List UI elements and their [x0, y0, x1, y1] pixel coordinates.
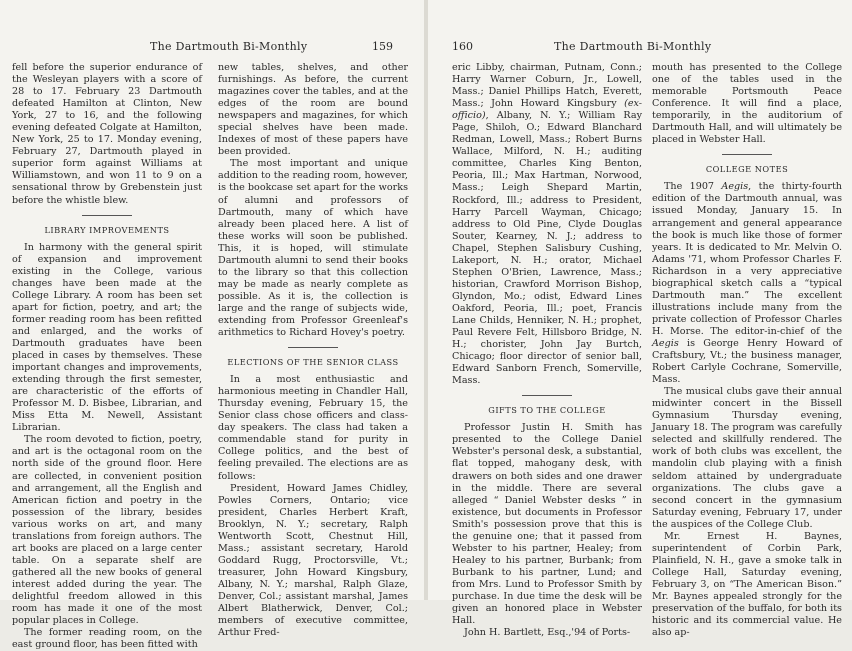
- paragraph: Mr. Ernest H. Baynes, superintendent of Corbin Park, Plainfield, N. H., gave a smoke talk in College Hall, Saturday evening, February 3, on “The American Bison.” Mr. Baynes appealed strongly for the preservation of the buffalo, for both its historic and its commercial value. He also ap-: [652, 530, 842, 639]
- text-run-italic: Aegis: [652, 337, 679, 349]
- right-page: [428, 0, 852, 639]
- paragraph: [452, 62, 642, 387]
- paragraph: mouth has presented to the College one of the tables used in the memorable Portsmouth Peace Conference. It will find a place, temporarily, in the auditorium of Dartmouth Hall, and will ultimately be placed in Webster Hall.: [652, 62, 842, 146]
- running-head: The Dartmouth Bi-Monthly: [554, 40, 712, 53]
- text-run: The 1907: [664, 181, 715, 193]
- paragraph: The musical clubs gave their annual midwinter concert in the Bissell Gymnasium Thursday evening, January 18. The program was carefully selected and skillfully rendered. The work of both clubs was excellent, the mandolin club playing with a finish seldom attained by undergraduate organizations. The clubs gave a second concert in the gymnasium Saturday evening, February 17, under the auspices of the College Club.: [652, 386, 842, 530]
- left-column-2: [218, 62, 408, 639]
- section-heading: LIBRARY IMPROVEMENTS: [44, 224, 170, 235]
- text-run: , Albany, N. Y.; William Ray Page, Shiloh, O.; Edward Blanchard Redman, Lowell, Mass.; Robert Burns Wallace, Milford, N. H.; auditing committee, Charles King Benton, Peoria, Ill.; Max Hartman, Norwood, Mass.; Leigh Shepard Martin, Rockford, Ill.; address to President, Harry Parcell Wayman, Chicago; address to Old Pine, Clyde Douglas Souter, Kearney, N. J.; address to Chapel, Stephen Salisbury Cushing, Lakeport, N. H.; orator, Michael Stephen O'Brien, Lawrence, Mass.; historian, Crawford Morrison Bishop, Glyndon, Mo.; odist, Edward Lines Oakford, Peoria, Ill.; poet, Francis Lane Childs, Henniker, N. H.; prophet, Paul Revere Felt, Hillsboro Bridge, N. H.; chorister, John Jay Burtch, Chicago; floor director of senior ball, Edward Sanborn French, Somerville, Mass.: [452, 110, 642, 387]
- text-run: eric Libby, chairman, Putnam, Conn.; Harry Warner Coburn, Jr., Lowell, Mass.; Daniel Phillips Hatch, Everett, Mass.; John Howard Kingsbury: [452, 62, 642, 110]
- text-run: is George Henry Howard of Craftsbury, Vt.; the business manager, Robert Carlyle Cochrane, Somerville, Mass.: [652, 337, 842, 386]
- paragraph: new tables, shelves, and other furnishings. As before, the current magazines cover the tables, and at the edges of the room are bound newspapers and magazines, for which special shelves have been made. Indexes of most of these papers have been provided.: [218, 62, 408, 158]
- right-column-2: [652, 62, 842, 639]
- section-rule: [288, 347, 338, 348]
- section-heading: COLLEGE NOTES: [705, 164, 789, 175]
- page-number: 160: [452, 40, 473, 53]
- section-heading: ELECTIONS OF THE SENIOR CLASS: [227, 357, 399, 368]
- paragraph: In harmony with the general spirit of expansion and improvement existing in the College, various changes have been made at the College Library. A room has been set apart for fiction, poetry, and art; the former reading room has been refitted and enlarged, and the works of Dartmouth graduates have been placed in cases by themselves. These important changes and improvements, extending through the first semester, are characteristic of the efforts of Professor M. D. Bisbee, Librarian, and Miss Etta M. Newell, Assistant Librarian.: [12, 241, 202, 434]
- paragraph: John H. Bartlett, Esq.,'94 of Ports-: [464, 627, 631, 639]
- paragraph: fell before the superior endurance of the Wesleyan players with a score of 28 to 17. February 23 Dartmouth defeated Hamilton at Clinton, New York, 27 to 16, and the following evening defeated Colgate at Hamilton, New York, 25 to 17. Monday evening, February 27, Dartmouth played in superior form against Williams at Williamstown, and won 11 to 9 on a sensational throw by Grebenstein just before the whistle blew.: [12, 62, 202, 206]
- text-run: , the thirty-fourth edition of the Dartmouth annual, was issued Monday, January 15. In arrangement and general appearance the book is much like those of former years. It is dedicated to Mr. Melvin O. Adams '71, whom Professor Charles F. Richardson in a very appreciative biographical sketch calls a “typical Dartmouth man.” The excellent illustrations include many from the private collection of Professor Charles H. Morse. The editor-in-chief of the: [652, 181, 842, 337]
- text-run-italic: (ex-officio): [452, 98, 642, 122]
- paragraph: President, Howard James Chidley, Powles Corners, Ontario; vice president, Charles Herbert Kraft, Brooklyn, N. Y.; secretary, Ralph Wentworth Scott, Chestnut Hill, Mass.; assistant secretary, Harold Goddard Rugg, Proctorsville, Vt.; treasurer, John Howard Kingsbury, Albany, N. Y.; marshal, Ralph Glaze, Denver, Col.; assistant marshal, James Albert Blatherwick, Denver, Col.; members of executive committee, Arthur Fred-: [218, 482, 408, 639]
- paragraph: The room devoted to fiction, poetry, and art is the octagonal room on the north side of the ground floor. Here are collected, in convenient position and arrangement, all the English and American fiction and poetry in the possession of the library, besides various works on art, and many translations from foreign authors. The art books are placed on a large center table. On a separate shelf are gathered all the new books of general interest added during the year. The delightful freedom allowed in this room has made it one of the most popular places in College.: [12, 434, 202, 627]
- left-column-1: [12, 62, 202, 651]
- running-head: The Dartmouth Bi-Monthly: [150, 40, 308, 53]
- paragraph: The former reading room, on the east ground floor, has been fitted with: [12, 627, 202, 651]
- paragraph: [652, 181, 842, 386]
- section-rule: [722, 154, 772, 155]
- left-page: [0, 0, 424, 651]
- right-column-1: [452, 62, 642, 639]
- section-rule: [522, 395, 572, 396]
- section-rule: [82, 215, 132, 216]
- section-heading: GIFTS TO THE COLLEGE: [488, 405, 606, 416]
- paragraph: In a most enthusiastic and harmonious meeting in Chandler Hall, Thursday evening, February 15, the Senior class chose officers and class-day speakers. The class had taken a commendable stand for purity in College politics, and the best of feeling prevailed. The elections are as follows:: [218, 374, 408, 482]
- page-number: 159: [372, 40, 393, 53]
- text-run-italic: Aegis: [721, 181, 749, 193]
- paragraph: Professor Justin H. Smith has presented to the College Daniel Webster's personal desk, a substantial, flat topped, mahogany desk, with drawers on both sides and one drawer in the middle. There are several alleged “ Daniel Webster desks ” in existence, but documents in Professor Smith's possession prove that this is the genuine one; that it passed from Webster to his partner, Healey; from Healey to his partner, Burbank; from Burbank to his partner, Lund; and from Mrs. Lund to Professor Smith by purchase. In due time the desk will be given an honored place in Webster Hall.: [452, 422, 642, 627]
- paragraph: The most important and unique addition to the reading room, however, is the bookcase set apart for the works of alumni and professors of Dartmouth, many of which have already been placed here. A list of these works will soon be published. This, it is hoped, will stimulate Dartmouth alumni to send their books to the library so that this collection may be made as nearly complete as possible. As it is, the collection is large and the range of subjects wide, extending from Professor Greenleaf's arithmetics to Richard Hovey's poetry.: [218, 158, 408, 339]
